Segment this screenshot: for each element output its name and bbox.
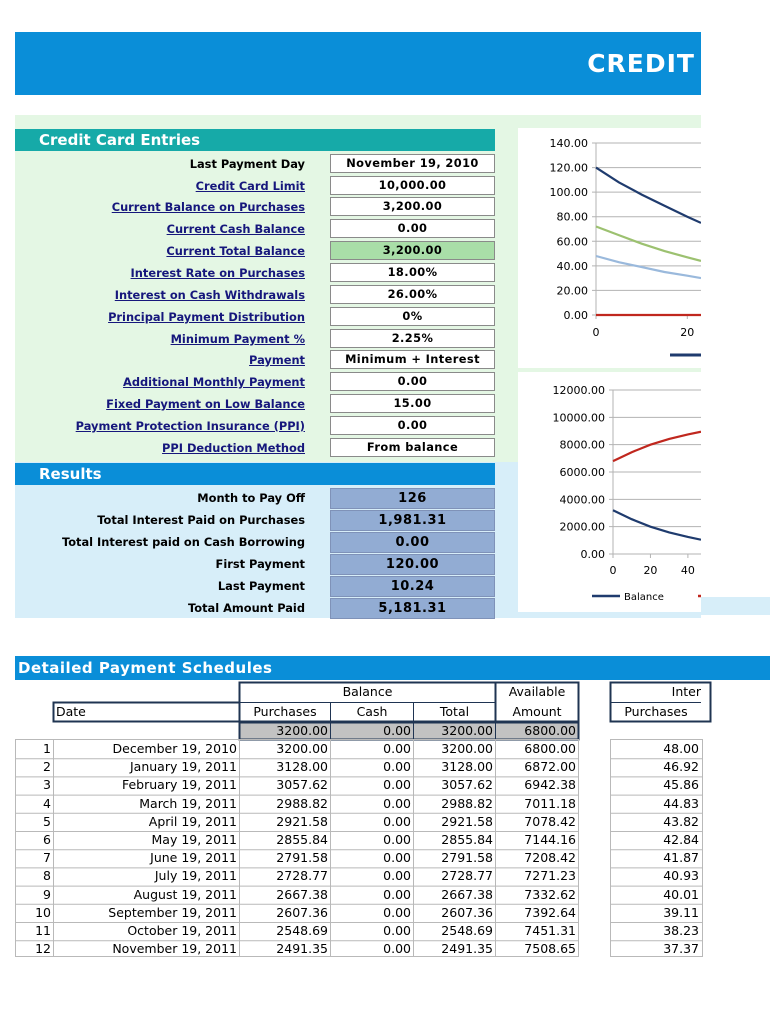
entry-value-ppi-method[interactable]: From balance — [330, 438, 495, 457]
result-value-total-paid: 5,181.31 — [330, 598, 495, 619]
initial-total: 3200.00 — [441, 723, 493, 738]
row-total-balance: 3200.00 — [441, 741, 493, 756]
row-number: 7 — [43, 850, 51, 866]
y-tick-label: 20.00 — [556, 284, 588, 298]
row-date: May 19, 2011 — [151, 832, 237, 847]
series-line — [596, 168, 701, 223]
initial-purchases: 3200.00 — [276, 723, 328, 738]
row-available-amount: 6800.00 — [524, 741, 576, 756]
legend-label: Balance — [624, 592, 664, 603]
row-cash-balance: 0.00 — [383, 886, 411, 902]
col-header-purchases: Purchases — [253, 704, 317, 719]
entry-value-fixed-payment[interactable]: 15.00 — [330, 394, 495, 413]
result-value-interest-purchases: 1,981.31 — [330, 510, 495, 531]
entry-value-interest-cash[interactable]: 26.00% — [330, 285, 495, 304]
row-purchases-balance: 3128.00 — [276, 759, 328, 775]
result-value-months: 126 — [330, 488, 495, 509]
row-total-balance: 2921.58 — [441, 813, 493, 829]
y-tick-label: 0.00 — [580, 548, 605, 561]
entry-value-total-balance: 3,200.00 — [330, 241, 495, 260]
result-label-interest-cash: Total Interest paid on Cash Borrowing — [61, 535, 305, 549]
result-label-interest-purchases: Total Interest Paid on Purchases — [97, 513, 305, 527]
y-tick-label: 100.00 — [549, 186, 588, 200]
row-available-amount: 7451.31 — [524, 923, 576, 938]
y-tick-label: 120.00 — [549, 161, 588, 175]
result-value-interest-cash: 0.00 — [330, 532, 495, 553]
row-interest-purchases: 40.93 — [663, 868, 699, 884]
entry-label-additional-payment[interactable]: Additional Monthly Payment — [123, 375, 305, 389]
row-available-amount: 7208.42 — [524, 850, 576, 866]
x-tick-label: 40 — [680, 564, 695, 577]
row-total-balance: 2791.58 — [441, 850, 493, 866]
entry-value-principal-distribution[interactable]: 0% — [330, 307, 495, 326]
row-date: December 19, 2010 — [112, 741, 237, 756]
entry-label-interest-purchases[interactable]: Interest Rate on Purchases — [130, 266, 305, 280]
row-number: 1 — [43, 741, 51, 756]
entry-value-ppi[interactable]: 0.00 — [330, 416, 495, 435]
row-total-balance: 2855.84 — [441, 832, 493, 847]
row-purchases-balance: 2667.38 — [276, 886, 328, 902]
row-available-amount: 7271.23 — [524, 868, 576, 884]
row-interest-purchases: 43.82 — [663, 813, 699, 829]
row-available-amount: 6872.00 — [524, 759, 576, 775]
entry-value-additional-payment[interactable]: 0.00 — [330, 372, 495, 391]
col-header-available: Available — [508, 684, 566, 699]
row-cash-balance: 0.00 — [383, 904, 411, 920]
x-tick-label: 20 — [643, 564, 658, 577]
schedule-heading: Detailed Payment Schedules — [15, 656, 770, 680]
row-date: November 19, 2011 — [112, 941, 237, 957]
row-interest-purchases: 46.92 — [663, 759, 699, 775]
entry-value-balance-purchases[interactable]: 3,200.00 — [330, 197, 495, 216]
col-header-interest-purchases: Purchases — [624, 704, 688, 719]
row-total-balance: 2667.38 — [441, 886, 493, 902]
row-interest-purchases: 44.83 — [663, 795, 699, 811]
results-heading: Results — [15, 463, 495, 485]
entry-value-payment[interactable]: Minimum + Interest — [330, 350, 495, 369]
entry-label-payment[interactable]: Payment — [249, 353, 305, 367]
row-available-amount: 7078.42 — [524, 813, 576, 829]
row-number: 4 — [43, 795, 51, 811]
result-label-last-payment: Last Payment — [217, 579, 305, 593]
balance-chart-svg — [518, 372, 701, 612]
series-line — [596, 227, 701, 261]
entry-label-principal-distribution[interactable]: Principal Payment Distribution — [108, 310, 305, 324]
row-cash-balance: 0.00 — [383, 923, 411, 938]
entry-value-minimum-payment[interactable]: 2.25% — [330, 329, 495, 348]
row-date: February 19, 2011 — [121, 777, 237, 793]
col-header-date: Date — [56, 704, 86, 719]
balance-chart — [518, 372, 701, 612]
result-label-first-payment: First Payment — [215, 557, 305, 571]
row-number: 2 — [43, 759, 51, 775]
row-number: 12 — [35, 941, 51, 957]
row-number: 11 — [35, 923, 51, 938]
row-interest-purchases: 39.11 — [663, 904, 699, 920]
row-purchases-balance: 3057.62 — [276, 777, 328, 793]
row-total-balance: 3128.00 — [441, 759, 493, 775]
row-purchases-balance: 2921.58 — [276, 813, 328, 829]
row-interest-purchases: 41.87 — [663, 850, 699, 866]
entry-label-credit-limit[interactable]: Credit Card Limit — [195, 179, 305, 193]
entries-heading: Credit Card Entries — [15, 129, 495, 151]
row-number: 5 — [43, 813, 51, 829]
row-cash-balance: 0.00 — [383, 941, 411, 957]
series-line — [613, 510, 701, 539]
row-cash-balance: 0.00 — [383, 850, 411, 866]
entry-label-interest-cash[interactable]: Interest on Cash Withdrawals — [114, 288, 305, 302]
y-tick-label: 60.00 — [556, 235, 588, 249]
row-date: January 19, 2011 — [129, 759, 237, 775]
entry-label-cash-balance[interactable]: Current Cash Balance — [166, 222, 305, 236]
result-label-months: Month to Pay Off — [197, 491, 305, 505]
row-number: 3 — [43, 777, 51, 793]
row-cash-balance: 0.00 — [383, 759, 411, 775]
row-purchases-balance: 3200.00 — [276, 741, 328, 756]
result-value-last-payment: 10.24 — [330, 576, 495, 597]
col-header-total: Total — [439, 704, 470, 719]
initial-available: 6800.00 — [524, 723, 576, 738]
entry-label-minimum-payment[interactable]: Minimum Payment % — [170, 332, 305, 346]
x-tick-label: 0 — [609, 564, 617, 577]
y-tick-label: 6000.00 — [559, 466, 605, 479]
col-header-cash: Cash — [356, 704, 388, 719]
result-label-total-paid: Total Amount Paid — [187, 601, 305, 615]
col-group-interest: Inter — [671, 684, 701, 699]
row-number: 10 — [35, 904, 51, 920]
entry-label-ppi[interactable]: Payment Protection Insurance (PPI) — [75, 419, 305, 433]
row-purchases-balance: 2728.77 — [276, 868, 328, 884]
row-available-amount: 7011.18 — [524, 795, 576, 811]
x-tick-label: 0 — [592, 326, 600, 339]
series-line — [613, 432, 701, 461]
row-date: July 19, 2011 — [154, 868, 237, 884]
col-group-balance: Balance — [342, 684, 393, 699]
title-banner — [15, 32, 701, 95]
initial-cash: 0.00 — [383, 723, 411, 738]
series-line — [596, 256, 701, 278]
row-available-amount: 7508.65 — [524, 941, 576, 957]
row-total-balance: 2548.69 — [441, 923, 493, 938]
row-cash-balance: 0.00 — [383, 795, 411, 811]
entry-label-ppi-method[interactable]: PPI Deduction Method — [162, 441, 305, 455]
y-tick-label: 8000.00 — [559, 438, 605, 452]
entry-value-cash-balance[interactable]: 0.00 — [330, 219, 495, 238]
row-cash-balance: 0.00 — [383, 832, 411, 847]
y-tick-label: 12000.00 — [552, 384, 605, 397]
entry-label-last-payment-day: Last Payment Day — [189, 157, 305, 171]
row-number: 8 — [43, 868, 51, 884]
x-tick-label: 20 — [680, 326, 695, 339]
row-date: June 19, 2011 — [150, 850, 237, 866]
row-available-amount: 7392.64 — [524, 904, 576, 920]
entry-label-total-balance[interactable]: Current Total Balance — [166, 244, 305, 258]
row-interest-purchases: 40.01 — [663, 886, 699, 902]
results-panel-edge — [701, 597, 770, 615]
row-number: 6 — [43, 832, 51, 847]
row-date: September 19, 2011 — [108, 904, 237, 920]
y-tick-label: 2000.00 — [559, 520, 605, 534]
row-purchases-balance: 2491.35 — [276, 941, 328, 957]
y-tick-label: 10000.00 — [552, 411, 605, 425]
row-date: March 19, 2011 — [139, 795, 237, 811]
row-available-amount: 7144.16 — [524, 832, 576, 847]
y-tick-label: 80.00 — [556, 210, 588, 224]
y-tick-label: 0.00 — [563, 309, 588, 322]
row-purchases-balance: 2607.36 — [276, 904, 328, 920]
row-interest-purchases: 42.84 — [663, 832, 699, 847]
row-purchases-balance: 2988.82 — [276, 795, 328, 811]
row-cash-balance: 0.00 — [383, 813, 411, 829]
entry-value-credit-limit[interactable]: 10,000.00 — [330, 176, 495, 195]
entry-value-last-payment-day[interactable]: November 19, 2010 — [330, 154, 495, 173]
y-tick-label: 140.00 — [549, 137, 588, 150]
col-header-amount: Amount — [512, 704, 562, 719]
row-interest-purchases: 48.00 — [663, 741, 699, 756]
y-tick-label: 40.00 — [556, 259, 588, 273]
row-total-balance: 3057.62 — [441, 777, 493, 793]
payment-chart-svg — [518, 128, 701, 368]
row-purchases-balance: 2791.58 — [276, 850, 328, 866]
row-total-balance: 2491.35 — [441, 941, 493, 957]
row-date: August 19, 2011 — [133, 886, 237, 902]
row-interest-purchases: 38.23 — [663, 923, 699, 938]
row-total-balance: 2988.82 — [441, 795, 493, 811]
row-available-amount: 6942.38 — [524, 777, 576, 793]
y-tick-label: 4000.00 — [559, 493, 605, 507]
row-purchases-balance: 2548.69 — [276, 923, 328, 938]
result-value-first-payment: 120.00 — [330, 554, 495, 575]
row-purchases-balance: 2855.84 — [276, 832, 328, 847]
row-interest-purchases: 37.37 — [663, 941, 699, 957]
row-interest-purchases: 45.86 — [663, 777, 699, 793]
row-total-balance: 2607.36 — [441, 904, 493, 920]
row-date: April 19, 2011 — [148, 813, 237, 829]
row-cash-balance: 0.00 — [383, 741, 411, 756]
row-cash-balance: 0.00 — [383, 868, 411, 884]
payment-chart — [518, 128, 701, 368]
row-available-amount: 7332.62 — [524, 886, 576, 902]
entry-label-balance-purchases[interactable]: Current Balance on Purchases — [111, 200, 305, 214]
entry-label-fixed-payment[interactable]: Fixed Payment on Low Balance — [106, 397, 305, 411]
row-number: 9 — [43, 886, 51, 902]
row-cash-balance: 0.00 — [383, 777, 411, 793]
page-title: CREDIT — [587, 49, 695, 78]
entry-value-interest-purchases[interactable]: 18.00% — [330, 263, 495, 282]
row-date: October 19, 2011 — [127, 923, 237, 938]
row-total-balance: 2728.77 — [441, 868, 493, 884]
